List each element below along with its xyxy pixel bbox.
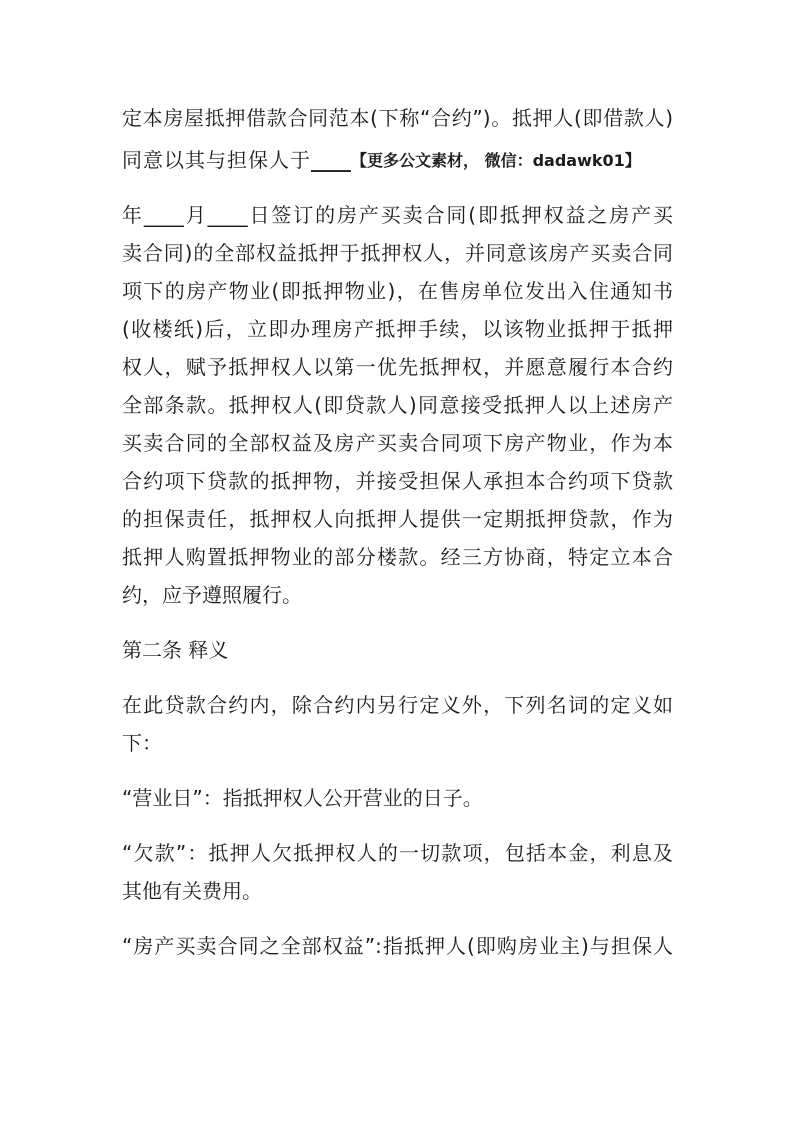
section-heading: 第二条 释义 [122,638,229,662]
text-line: 卖合同)的全部权益抵押于抵押权人，并同意该房产买卖合同 [122,241,673,265]
promo-note: 【更多公文素材， 微信：dadawk01】 [351,151,641,170]
text-line: 全部条款。抵押权人(即贷款人)同意接受抵押人以上述房产 [122,393,673,417]
definition-paragraph [122,927,673,965]
text-line: (收楼纸)后，立即办理房产抵押手续，以该物业抵押于抵押 [122,317,673,341]
text-line: 合约项下贷款的抵押物，并接受担保人承担本合约项下贷款 [122,469,673,493]
text-line: “营业日”：指抵押权人公开营业的日子。 [122,786,483,810]
text-line: 的担保责任，抵押权人向抵押人提供一定期抵押贷款，作为 [122,507,673,531]
definition-paragraph [122,779,673,817]
text-line: 抵押人购置抵押物业的部分楼款。经三方协商，特定立本合 [122,545,673,569]
definition-paragraph [122,834,673,910]
text-line: 年____月____日签订的房产买卖合同(即抵押权益之房产买 [122,203,673,227]
document-body [122,99,673,965]
text-line: 在此贷款合约内，除合约内另行定义外，下列名词的定义如 [122,693,673,717]
section-heading-block [122,631,673,669]
text-line: 买卖合同的全部权益及房产买卖合同项下房产物业，作为本 [122,431,673,455]
fill-in-blank: ____ [311,148,351,172]
text-line: 权人，赋予抵押权人以第一优先抵押权，并愿意履行本合约 [122,355,673,379]
intro-paragraph [122,99,673,179]
text-line: 下： [122,731,162,755]
text-line: 项下的房产物业(即抵押物业)，在售房单位发出入住通知书 [122,279,673,303]
text-line: 定本房屋抵押借款合同范本(下称“合约”)。抵押人(即借款人) [122,106,673,130]
text-line: 约，应予遵照履行。 [122,583,302,607]
text-line: 其他有关费用。 [122,879,262,903]
text-line-with-note [122,141,673,179]
definitions-intro-paragraph [122,686,673,762]
clause-paragraph [122,196,673,614]
text-line: “房产买卖合同之全部权益”:指抵押人(即购房业主)与担保人 [122,934,673,958]
text-fragment: 同意以其与担保人于 [122,148,311,172]
text-line: “欠款”：抵押人欠抵押权人的一切款项，包括本金，利息及 [122,841,673,865]
